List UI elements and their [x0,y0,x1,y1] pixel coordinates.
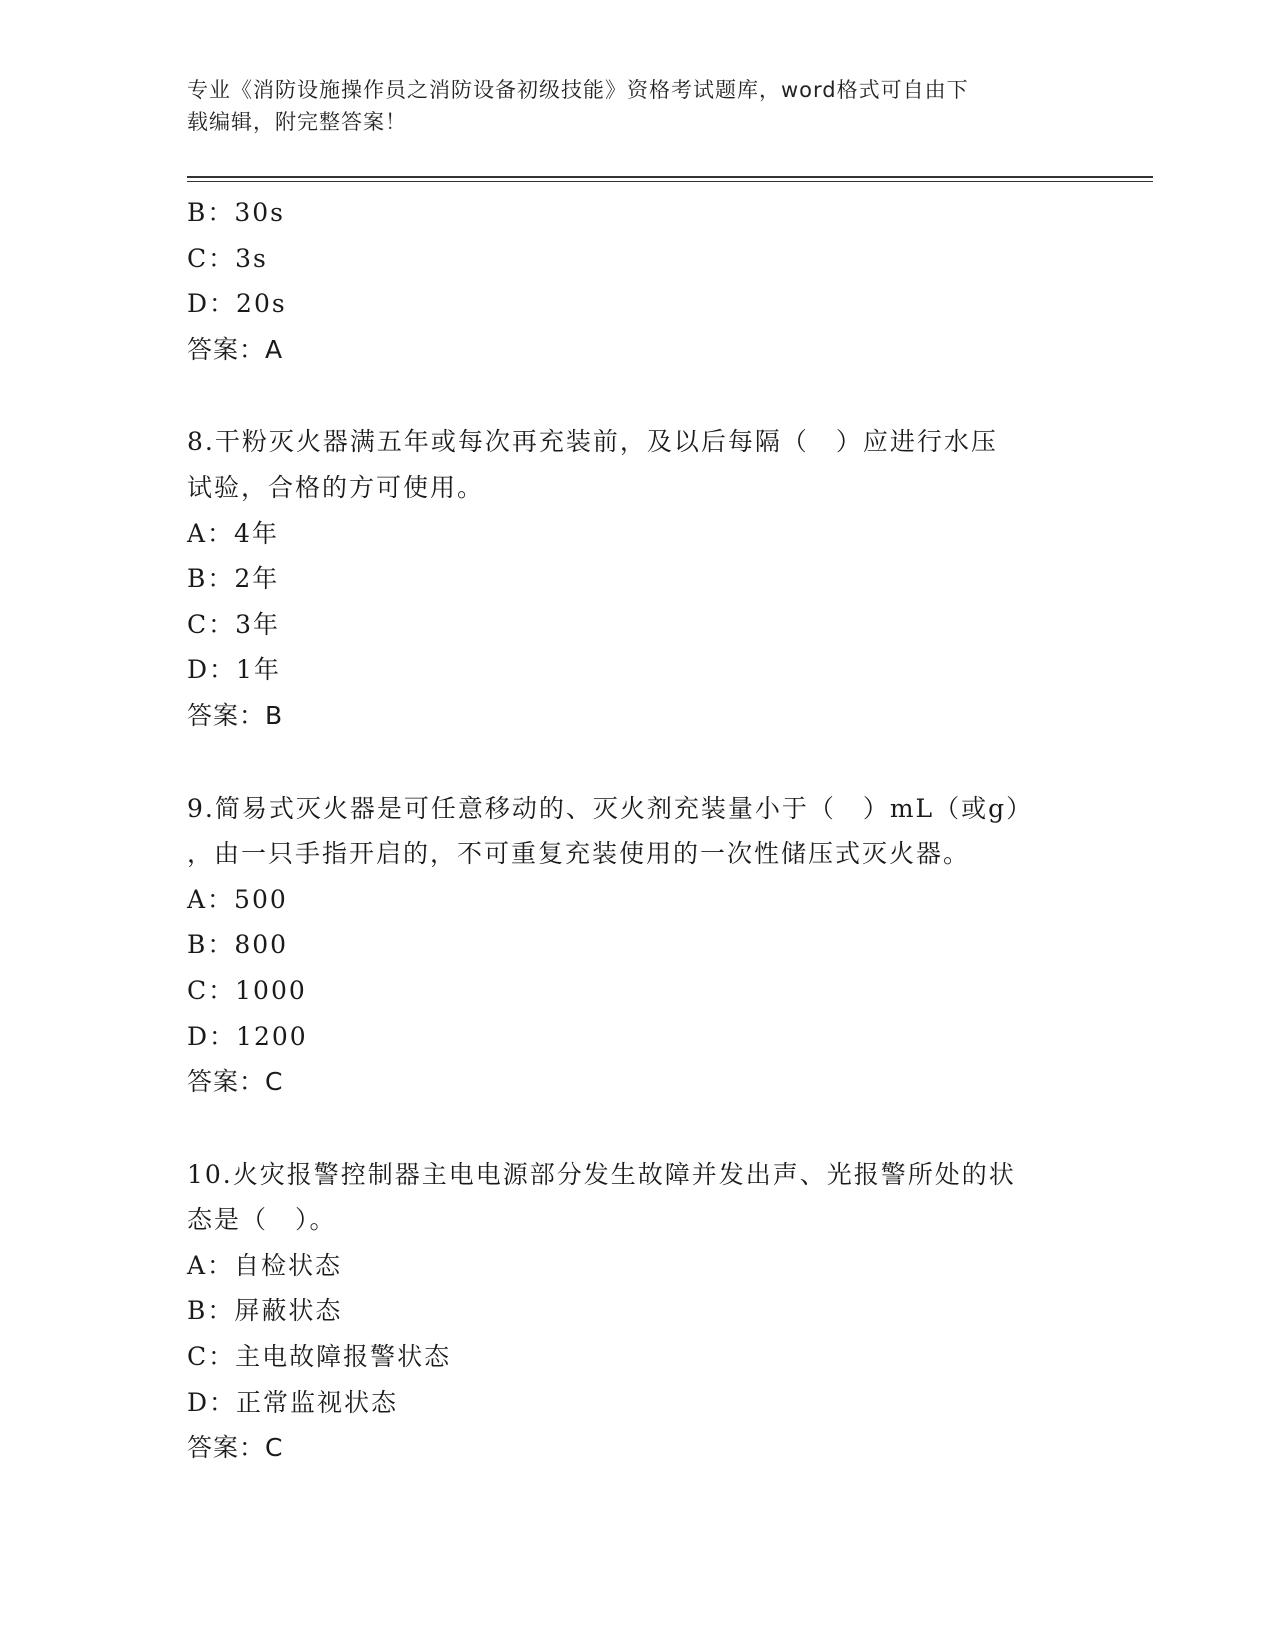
option-b: B：2年 [187,564,280,594]
spacer [187,372,1087,419]
question-text-line-2: 态是（ ）。 [187,1205,337,1235]
header-line-1: 专业《消防设施操作员之消防设备初级技能》资格考试题库，word格式可自由下 [187,78,969,102]
question-list [187,190,1087,1471]
option-b: B：30s [187,198,286,227]
answer: 答案：B [187,700,284,730]
answer: 答案：C [187,1433,284,1463]
answer: 答案：C [187,1067,284,1097]
page-header [187,74,1067,138]
question-7-tail [187,190,1087,372]
question-text-line-1: 8.干粉灭火器满五年或每次再充装前，及以后每隔（ ）应进行水压 [187,427,998,457]
option-a: A：500 [187,884,288,914]
option-c: C：1000 [187,975,307,1005]
option-c: C：主电故障报警状态 [187,1342,452,1372]
question-text-line-1: 9.简易式灭火器是可任意移动的、灭火剂充装量小于（ ）mL（或g） [187,793,1034,823]
option-d: D：正常监视状态 [187,1387,399,1417]
header-divider [187,176,1153,182]
spacer [187,739,1087,786]
option-b: B：800 [187,930,289,960]
option-a: A：4年 [187,518,279,548]
question-text-line-1: 10.火灾报警控制器主电电源部分发生故障并发出声、光报警所处的状 [187,1159,1016,1189]
option-d: D：1200 [187,1021,308,1051]
question-text-line-2: 试验，合格的方可使用。 [187,472,485,502]
option-c: C：3年 [187,609,281,639]
spacer [187,1105,1087,1152]
option-d: D：20s [187,289,287,319]
option-d: D：1年 [187,655,281,685]
question-8 [187,419,1087,738]
header-line-2: 载编辑，附完整答案！ [187,110,407,134]
question-text-line-2: ，由一只手指开启的，不可重复充装使用的一次性储压式灭火器。 [187,839,971,869]
option-a: A：自检状态 [187,1250,343,1280]
option-c: C：3s [187,243,268,273]
option-b: B：屏蔽状态 [187,1296,343,1326]
answer: 答案：A [187,334,284,364]
question-9 [187,786,1087,1105]
question-10 [187,1152,1087,1471]
